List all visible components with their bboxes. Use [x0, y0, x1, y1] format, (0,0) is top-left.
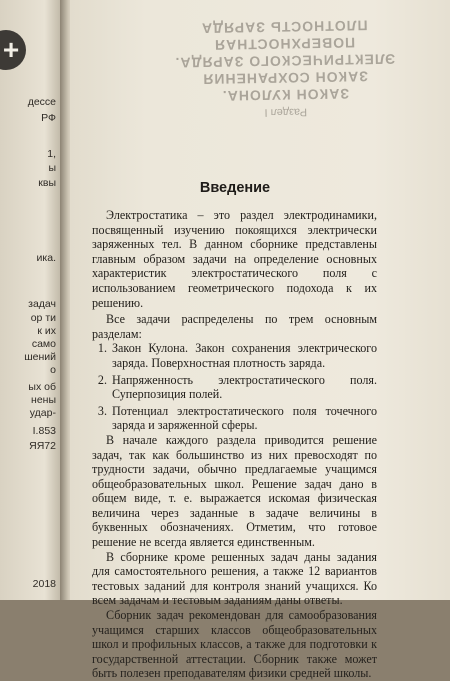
list-item: 3. Потенциал электростатического поля точечного заряда и заряженной сферы. — [110, 404, 377, 433]
plus-icon: + — [0, 30, 26, 70]
body-text — [92, 208, 377, 681]
sections-list — [92, 341, 377, 433]
left-page-line: 1, — [47, 148, 56, 160]
left-page-line: удар- — [29, 407, 56, 419]
tasks-paragraph: В сборнике кроме решенных задач даны задания для самостоятельного решения, а также 12 вариантов тестовых заданий для контроля знаний учащихся. Ко всем задачам и тестовым заданиям даны ответы. — [92, 549, 377, 608]
left-page — [0, 0, 64, 600]
bleed-through-text — [149, 16, 421, 123]
left-page-line: ы — [48, 162, 56, 174]
left-page-line: о — [50, 364, 56, 376]
bleed-line: ЗАКОН СОХРАНЕНИЯ — [202, 68, 369, 88]
list-item: 1. Закон Кулона. Закон сохранения электрического заряда. Поверхностная плотность заряда. — [110, 341, 377, 370]
left-page-line: нены — [31, 394, 56, 406]
left-page-line: ор ти — [30, 312, 56, 324]
left-page-line: ЯЯ72 — [29, 440, 56, 452]
bleed-line: ЗАКОН КУЛОНА. — [221, 85, 350, 105]
left-page-line: ика. — [36, 252, 56, 264]
left-page-line: само — [31, 338, 56, 350]
left-page-text — [0, 0, 64, 600]
recommendation-paragraph: Сборник задач рекомендован для самообразования учащимся старших классов общеобразовательных школ и профильных классов, а также для подготовки к государственной аттестации. Сборник также может быть полезен преподавателям физики средней школы. — [92, 608, 377, 681]
left-page-line: РФ — [41, 112, 56, 124]
page-heading: Введение — [199, 180, 271, 196]
left-page-line: дессе — [27, 96, 56, 108]
solutions-paragraph: В начале каждого раздела приводится решение задач, так как большинство из них превосходят по трудности задачи, обычно предлагаемые учащимся общеобразовательных школ. Решение задач дано в общем виде, т. е. выражается искомая физическая величина через заданные в задаче величины в буквенных обозначениях. Отметим, что готовое решение не всегда является единственным. — [92, 432, 377, 550]
intro-paragraph: Электростатика – это раздел электродинамики, посвященный изучению покоящихся электрически заряженных тел. В данном сборнике представлены главным образом задачи на определение основных характеристик электростатического поля с использованием геометрического подохода к их решению. — [92, 208, 377, 310]
bleed-line: ПОВЕРХНОСТНАЯ — [213, 34, 356, 54]
left-page-line: квы — [38, 177, 56, 189]
list-item: 2. Напряженность электростатического поля. Суперпозиция полей. — [110, 373, 377, 402]
left-page-line: задач — [28, 298, 56, 310]
left-page-line: I.853 — [32, 425, 56, 437]
left-page-line: 2018 — [32, 578, 56, 590]
sections-intro-paragraph: Все задачи распределены по трем основным разделам: — [92, 312, 377, 341]
bleed-line: Раздел I — [264, 105, 308, 119]
left-page-line: шений — [24, 351, 56, 363]
bleed-line: ПЛОТНОСТЬ ЗАРЯДА — [200, 17, 368, 37]
left-page-line: ых об — [28, 381, 56, 393]
left-page-line: к их — [37, 325, 56, 337]
bleed-line: ЭЛЕКТРИЧЕСКОГО ЗАРЯДА. — [174, 51, 396, 71]
